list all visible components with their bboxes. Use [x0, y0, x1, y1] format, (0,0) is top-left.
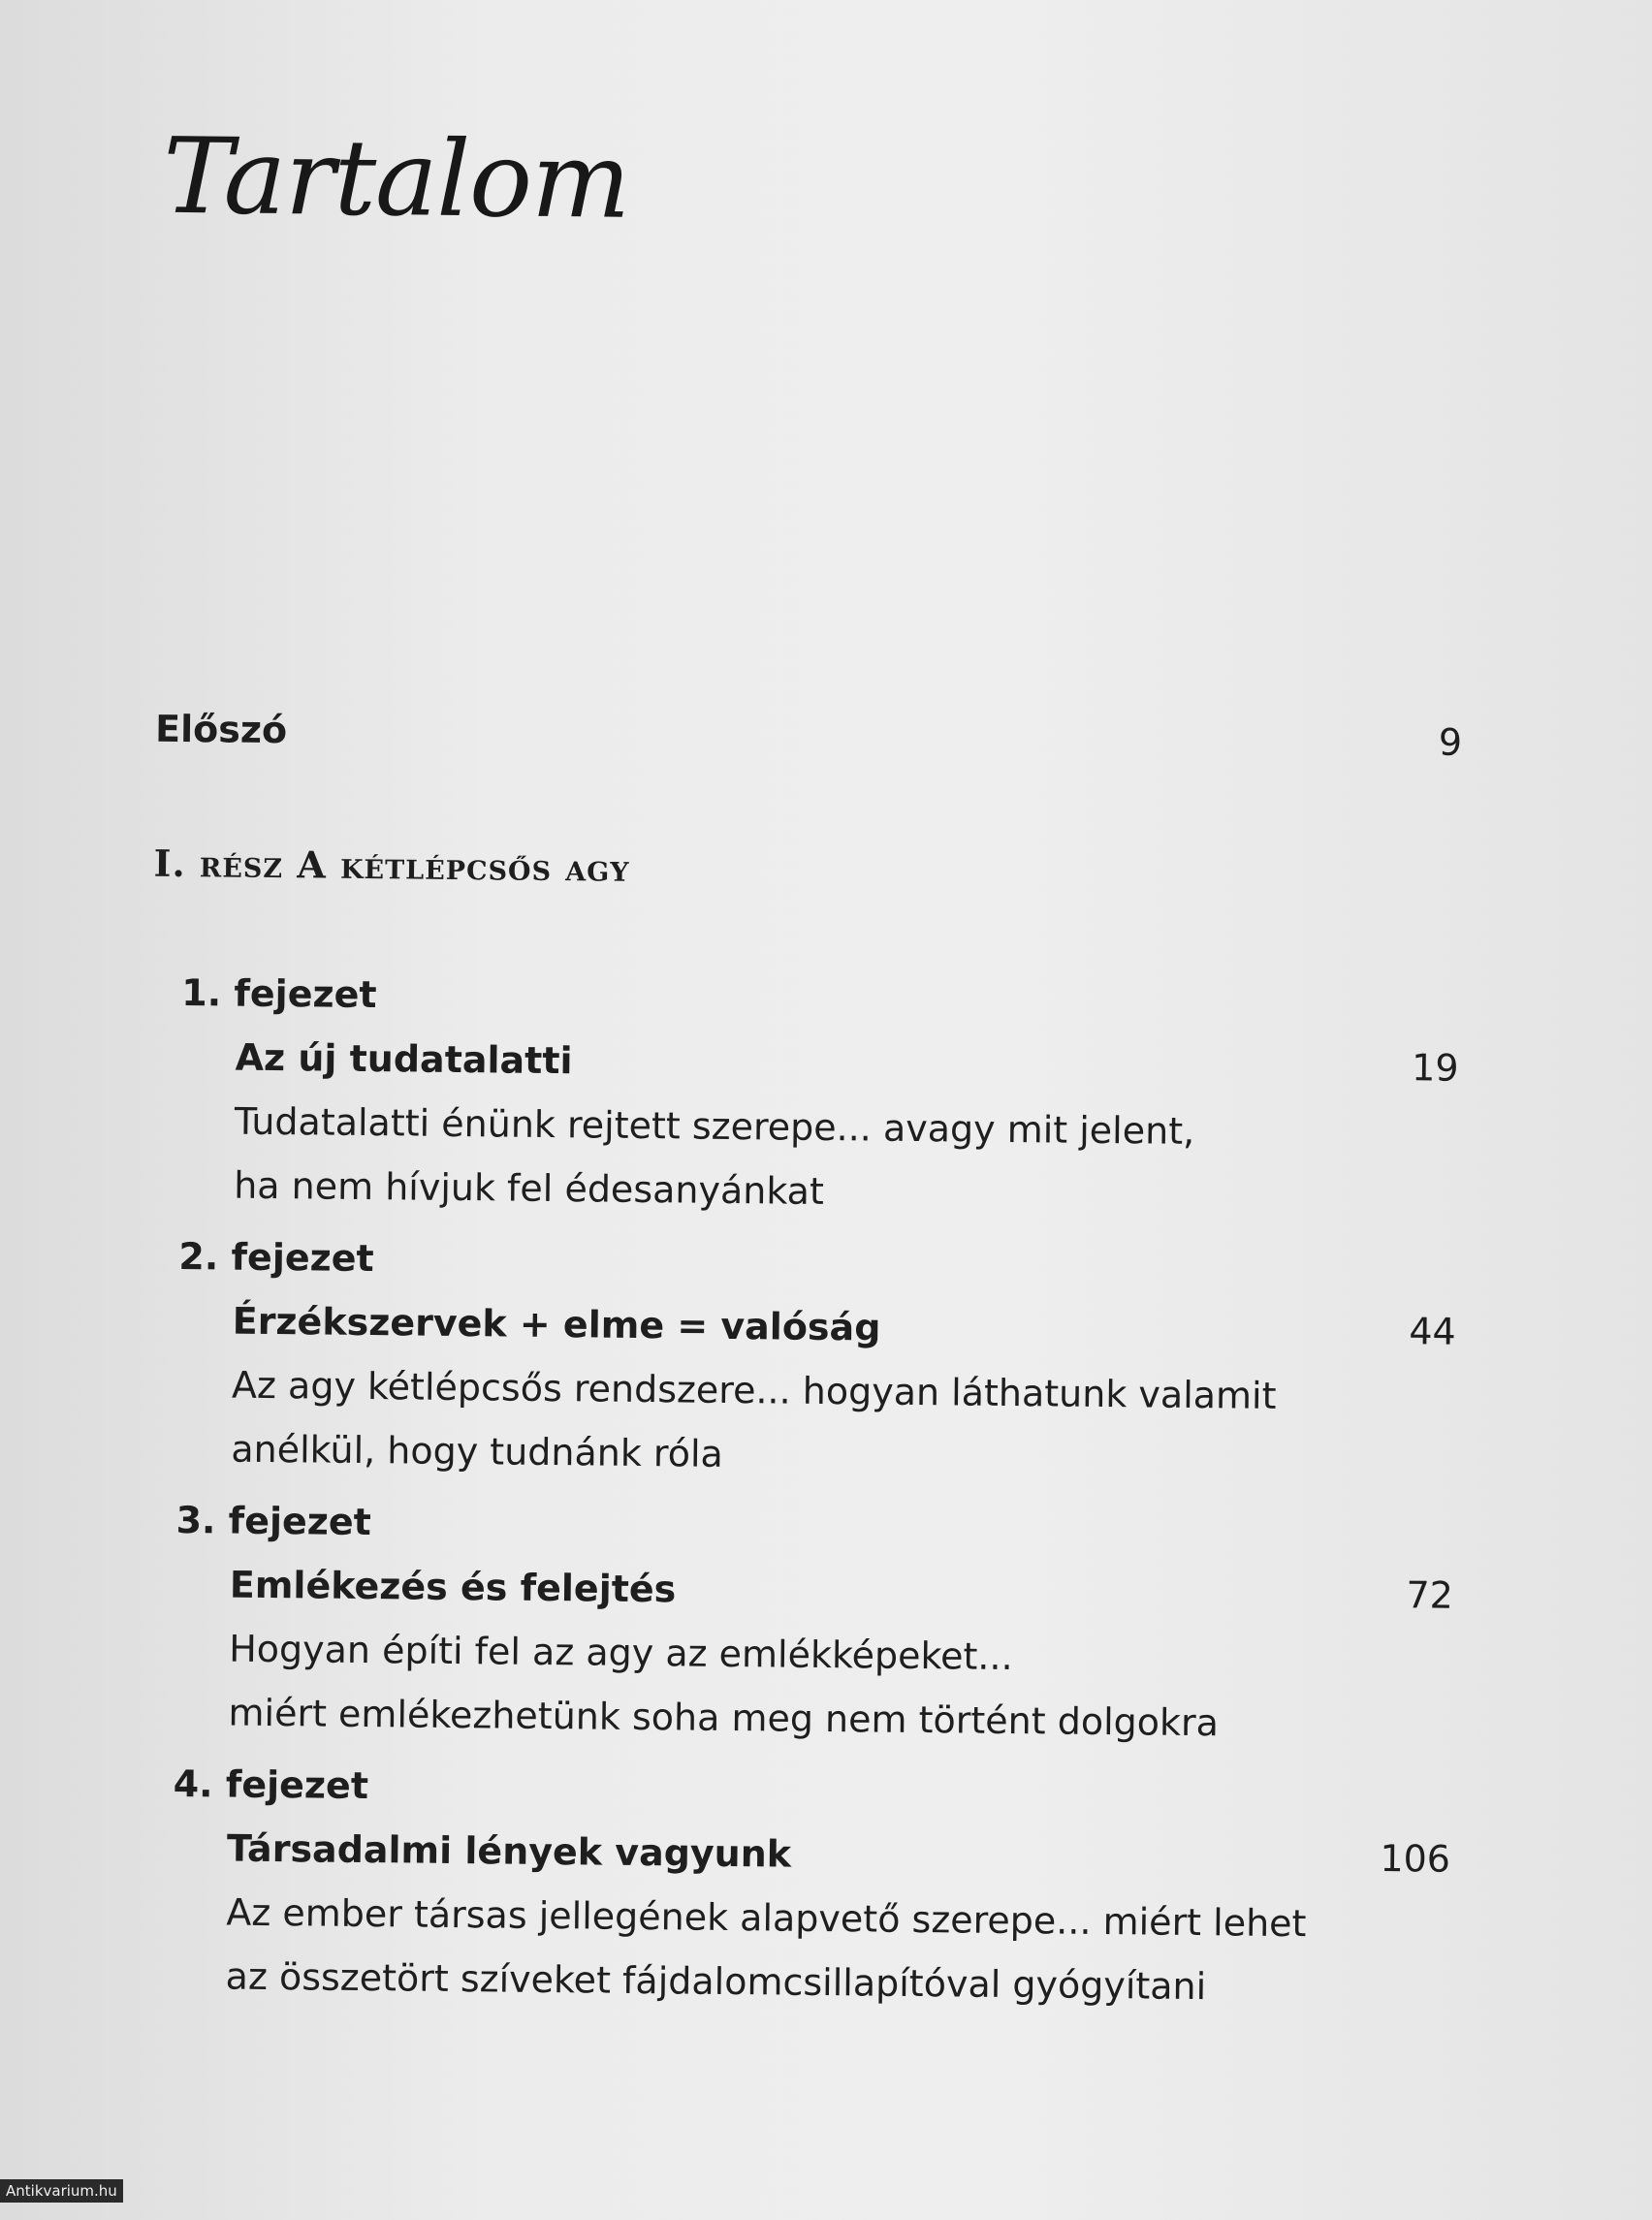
chapter-page-number: 72: [1406, 1573, 1454, 1617]
part-heading: [153, 841, 629, 890]
chapter-number: 3. fejezet: [175, 1498, 372, 1544]
toc-entry-chapter-3: [0, 1497, 1636, 1745]
chapter-description-line-2: miért emlékezhetünk soha meg nem történt dolgokra: [228, 1691, 1220, 1745]
watermark-label: Antikvarium.hu: [0, 2179, 123, 2203]
chapter-number: 1. fejezet: [181, 971, 377, 1017]
toc-entry-chapter-4: [0, 1760, 1634, 2009]
page-title: Tartalom: [162, 115, 631, 242]
chapter-page-number: 44: [1409, 1310, 1456, 1353]
toc-part-heading: [0, 840, 1643, 890]
chapter-number: 4. fejezet: [173, 1761, 369, 1808]
part-numeral: I.: [153, 840, 186, 886]
chapter-description-line-1: Az agy kétlépcsős rendszere... hogyan láthatunk valamit: [231, 1363, 1277, 1417]
toc-entry-chapter-2: [0, 1233, 1639, 1475]
toc-entry-preface: [0, 706, 1644, 764]
part-label: rész A kétlépcsős agy: [199, 841, 630, 890]
chapter-title: Társadalmi lények vagyunk: [226, 1826, 792, 1876]
toc-entry-chapter-1: [0, 969, 1641, 1213]
chapter-description-line-1: Hogyan építi fel az agy az emlékképeket...: [228, 1627, 1013, 1679]
preface-page-number: 9: [1438, 720, 1463, 764]
chapter-description-line-1: Az ember társas jellegének alapvető szerepe... miért lehet: [226, 1890, 1307, 1946]
chapter-title: Emlékezés és felejtés: [229, 1563, 677, 1611]
chapter-page-number: 19: [1411, 1046, 1459, 1090]
chapter-description-line-2: anélkül, hogy tudnánk róla: [231, 1427, 724, 1475]
preface-label: Előszó: [154, 707, 288, 752]
chapter-title: Az új tudatalatti: [235, 1035, 573, 1083]
chapter-description-line-2: az összetört szíveket fájdalomcsillapítóval gyógyítani: [225, 1954, 1207, 2009]
chapter-number: 2. fejezet: [178, 1235, 374, 1281]
chapter-title: Érzékszervek + elme = valóság: [232, 1299, 881, 1349]
chapter-description-line-2: ha nem hívjuk fel édesanyánkat: [233, 1163, 825, 1213]
chapter-description-line-1: Tudatalatti énünk rejtett szerepe... avagy mit jelent,: [234, 1099, 1195, 1153]
chapter-page-number: 106: [1380, 1837, 1451, 1881]
